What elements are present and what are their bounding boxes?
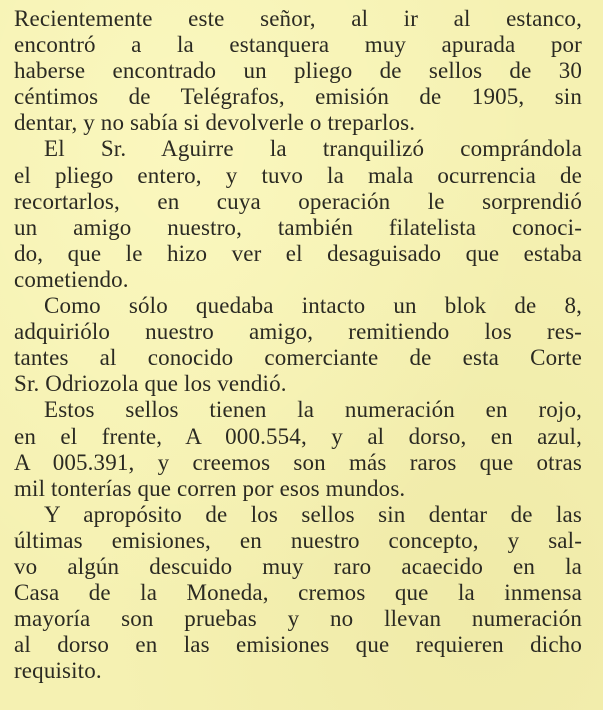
text-line: Recientemente este señor, al ir al estanco, [14,6,582,31]
text-line: al dorso en las emisiones que requieren dicho [14,632,582,658]
text-line: últimas emisiones, en nuestro concepto, y sal- [14,527,582,553]
text-line: tantes al conocido comerciante de esta Corte [14,345,582,371]
text-line: requisito. [14,658,102,684]
paragraph-5 [14,502,582,685]
text-line: mayoría son pruebas y no llevan numeración [14,606,582,632]
text-line: vo algún descuido muy raro acaecido en la [14,553,582,579]
text-line: Como sólo quedaba intacto un blok de 8, [44,293,582,319]
text-line: céntimos de Telégrafos, emisión de 1905, sin [14,84,582,110]
text-line: Casa de la Moneda, cremos que la inmensa [14,580,582,606]
text-line: dentar, y no sabía si devolverle o treparlos. [14,110,416,136]
paragraph-4 [14,397,582,501]
text-line: un amigo nuestro, también filatelista conoci- [14,214,582,240]
article-text [14,6,582,684]
paragraph-3 [14,293,582,397]
text-line: el pliego entero, y tuvo la mala ocurrencia de [14,162,582,188]
paragraph-1 [14,6,582,136]
text-line: cometiendo. [14,266,129,292]
text-line: recortarlos, en cuya operación le sorprendió [14,188,582,214]
text-line: en el frente, A 000.554, y al dorso, en azul, [14,423,582,449]
text-line: encontró a la estanquera muy apurada por [14,32,582,58]
text-line: El Sr. Aguirre la tranquilizó comprándola [44,136,582,162]
text-line: mil tonterías que corren por esos mundos. [14,475,406,501]
text-line: do, que le hizo ver el desaguisado que estaba [14,240,582,266]
text-line: adquiriólo nuestro amigo, remitiendo los res- [14,319,582,345]
text-line: haberse encontrado un pliego de sellos de 30 [14,58,582,84]
text-line: Y apropósito de los sellos sin dentar de las [44,501,582,527]
text-line: A 005.391, y creemos son más raros que otras [14,449,582,475]
text-line: Estos sellos tienen la numeración en rojo, [44,397,582,423]
text-line: Sr. Odriozola que los vendió. [14,371,287,397]
paragraph-2 [14,136,582,293]
